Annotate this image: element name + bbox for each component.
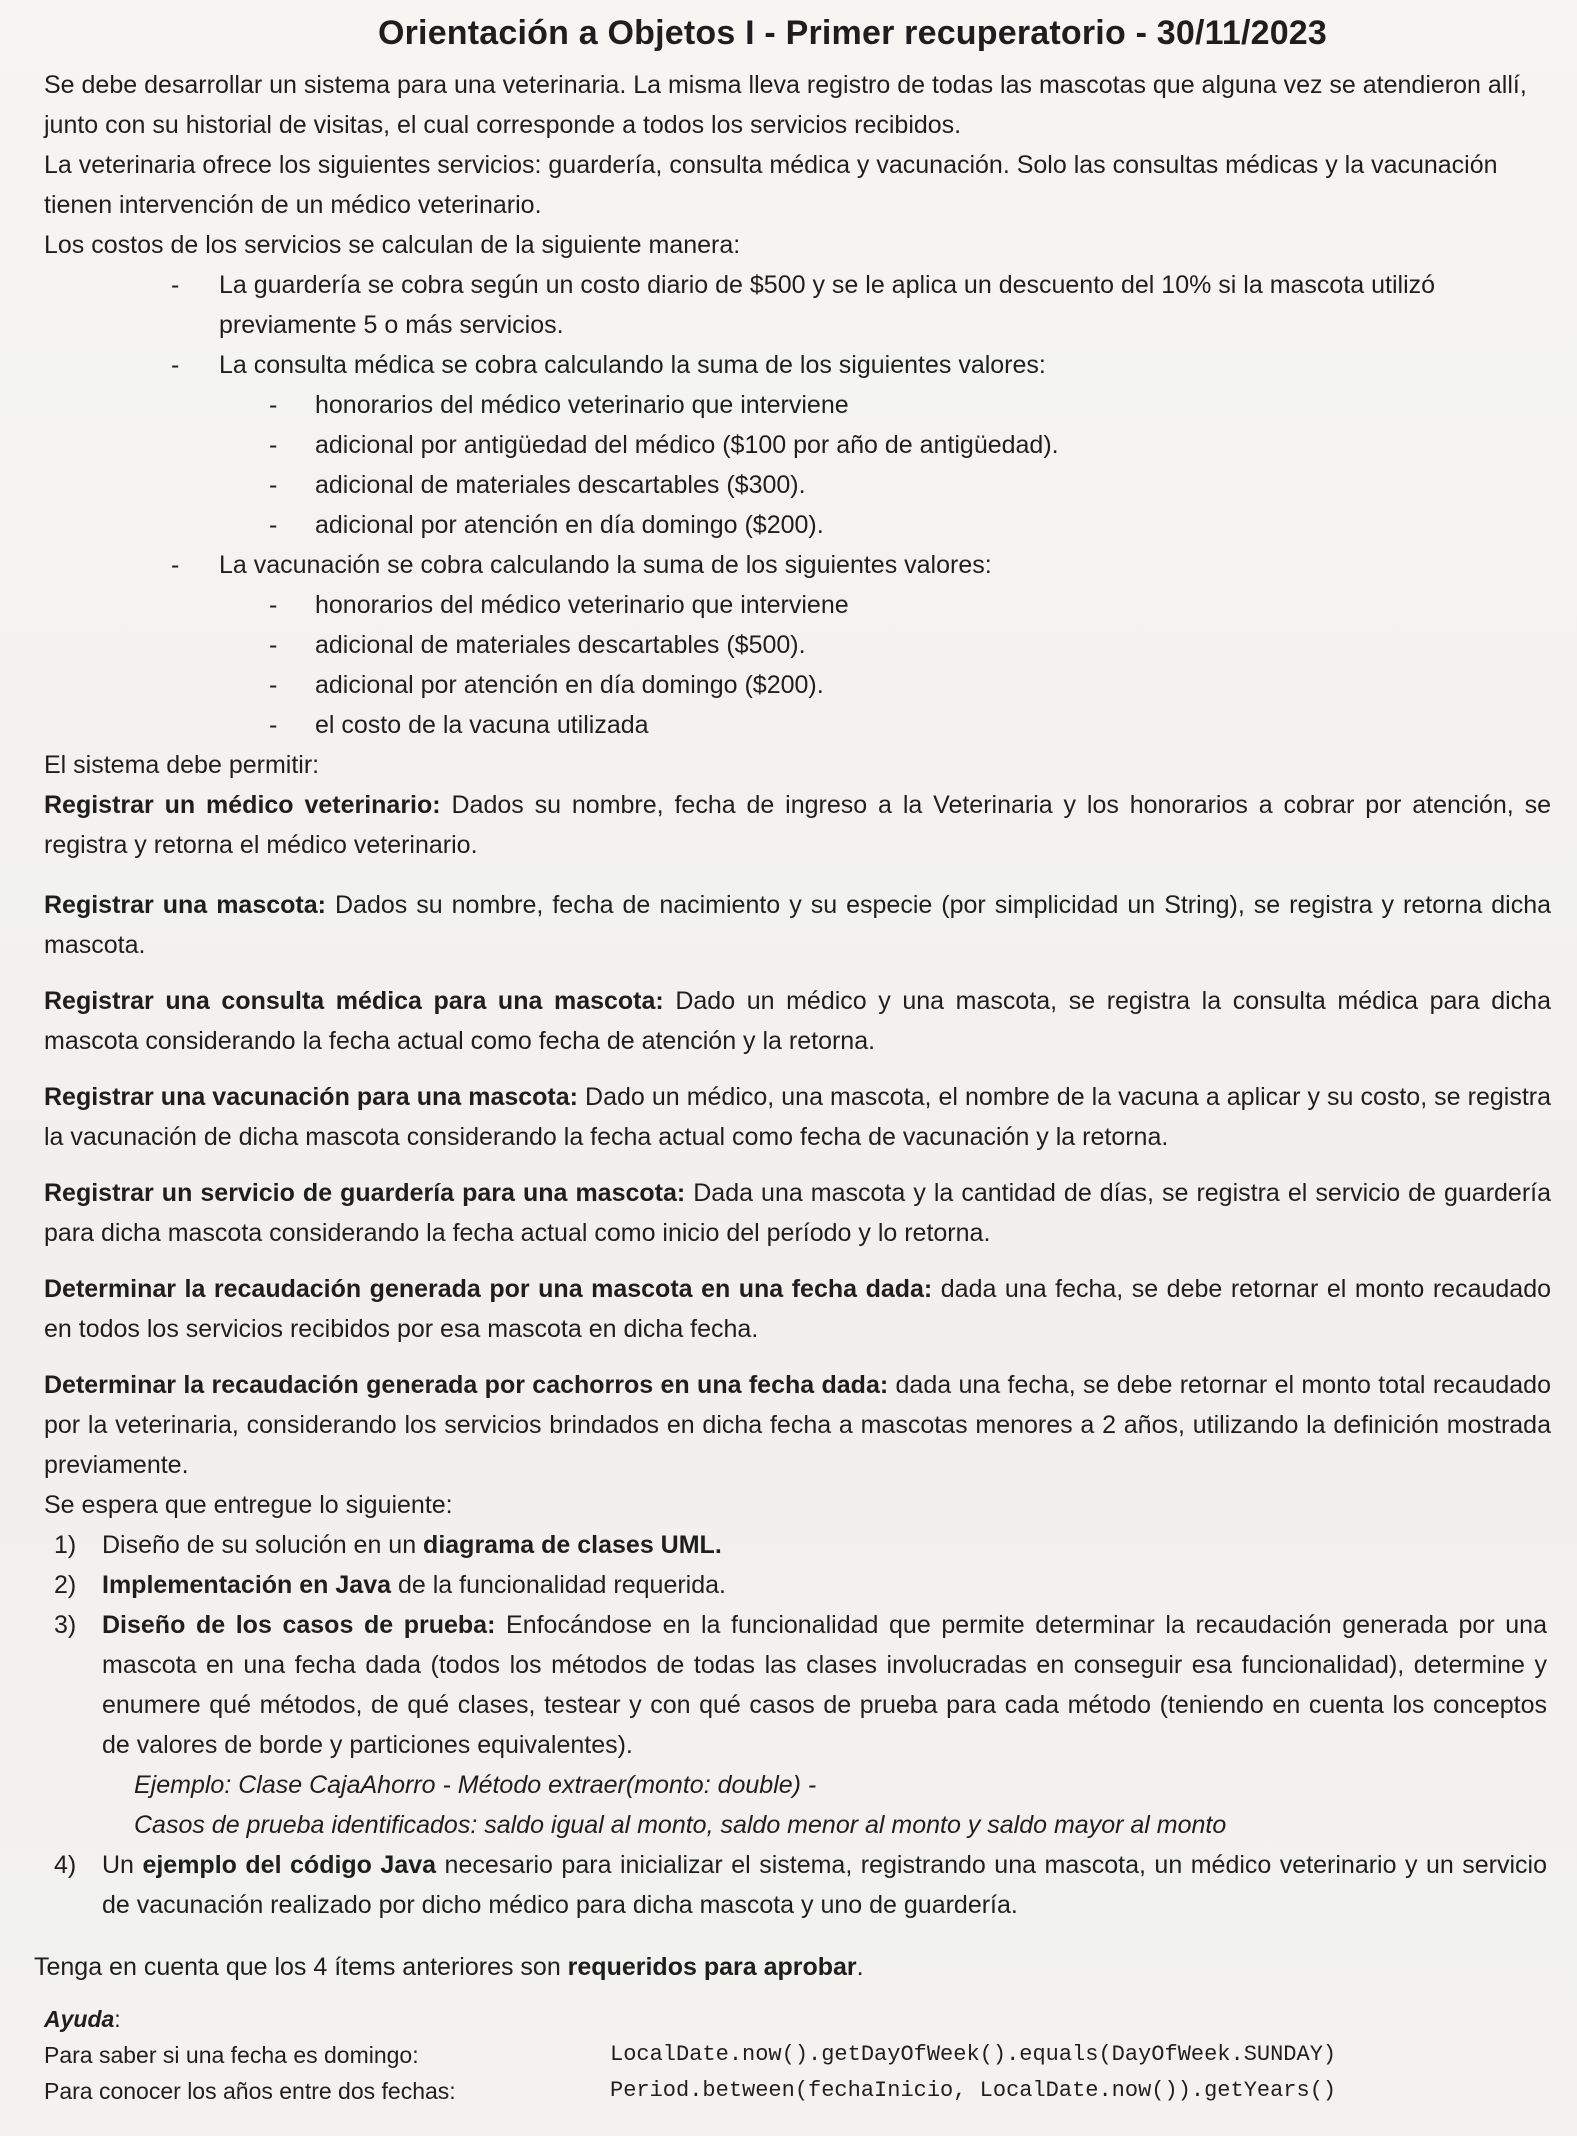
requirement-register-vet: Registrar un médico veterinario: Dados su nombre, fecha de ingreso a la Veterinaria y los honorarios a cobrar por atención, se registra y retorna el médico veterinario. [44,791,1551,859]
cost-item-consulta: - La consulta médica se cobra calculando la suma de los siguientes valores: - honorarios del médico veterinario que interviene - adicional por antigüedad del médico ($100 por año de antigüedad). - adicional de materiales descartables ($300). - adicional por atención en día domingo ($200). [219,345,1551,545]
deliverable-2: 2) Implementación en Java de la funcionalidad requerida. [54,1571,726,1599]
requirement-register-consultation: Registrar una consulta médica para una mascota: Dado un médico y una mascota, se registra la consulta médica para dicha mascota considerando la fecha actual como fecha de atención y la retorna. [44,987,1551,1055]
list-item: - adicional por atención en día domingo ($200). [315,505,1551,545]
system-intro: El sistema debe permitir: [44,751,320,779]
list-item: - adicional por antigüedad del médico ($100 por año de antigüedad). [315,425,1551,465]
help-row-years: Para conocer los años entre dos fechas: Period.between(fechaInicio, LocalDate.now()).getYears() [44,2073,1551,2109]
help-heading: Ayuda [44,2006,115,2032]
page-title: Orientación a Objetos I - Primer recuperatorio - 30/11/2023 [377,14,1328,52]
requirement-register-daycare: Registrar un servicio de guardería para una mascota: Dada una mascota y la cantidad de días, se registra el servicio de guardería para dicha mascota considerando la fecha actual como inicio del período y lo retorna. [44,1179,1551,1247]
list-item: - honorarios del médico veterinario que interviene [315,385,1551,425]
cost-item-vacunacion: - La vacunación se cobra calculando la suma de los siguientes valores: - honorarios del médico veterinario que interviene - adicional de materiales descartables ($500). - adicional por atención en día domingo ($200). - el costo de la vacuna utilizada [219,545,1551,745]
list-item: - honorarios del médico veterinario que interviene [315,585,1551,625]
vacunacion-sublist [219,585,1551,745]
test-example-line-1: Ejemplo: Clase CajaAhorro - Método extraer(monto: double) - [134,1771,817,1799]
help-section: Ayuda: Para saber si una fecha es domingo: LocalDate.now().getDayOfWeek().equals(DayOfWeek.SUNDAY) Para conocer los años entre dos fechas: Period.between(fechaInicio, LocalDate.now()).getYears() [44,2001,1551,2109]
intro-paragraph-3: Los costos de los servicios se calculan de la siguiente manera: [44,231,741,259]
deliverables-list [44,1525,1551,1925]
requirements [44,785,1551,1485]
requirement-register-vaccination: Registrar una vacunación para una mascota: Dado un médico, una mascota, el nombre de la vacuna a aplicar y su costo, se registra la vacunación de dicha mascota considerando la fecha actual como fecha de vacunación y la retorna. [44,1083,1551,1151]
deliverable-1: 1) Diseño de su solución en un diagrama de clases UML. [54,1531,722,1559]
list-item: - adicional de materiales descartables ($300). [315,465,1551,505]
requirement-revenue-puppies: Determinar la recaudación generada por cachorros en una fecha dada: dada una fecha, se debe retornar el monto total recaudado por la veterinaria, considerando los servicios brindados en dicha fecha a mascotas menores a 2 años, utilizando la definición mostrada previamente. [44,1371,1551,1479]
approval-note: Tenga en cuenta que los 4 ítems anteriores son requeridos para aprobar. [34,1953,864,1981]
intro [44,65,1551,265]
help-row-sunday: Para saber si una fecha es domingo: LocalDate.now().getDayOfWeek().equals(DayOfWeek.SUNDAY) [44,2037,1551,2073]
list-item: - el costo de la vacuna utilizada [315,705,1551,745]
deliverable-3: 3) Diseño de los casos de prueba: Enfocándose en la funcionalidad que permite determinar la recaudación generada por una mascota en una fecha dada (todos los métodos de todas las clases involucradas en conseguir esa funcionalidad), determine y enumere qué métodos, de qué clases, testear y con qué casos de prueba para cada método (teniendo en cuenta los conceptos de valores de borde y particiones equivalentes). Ejemplo: Clase CajaAhorro - Método extraer(monto: double) - Casos de prueba identificados: saldo igual al monto, saldo menor al monto y saldo mayor al monto [102,1605,1551,1845]
cost-list [44,265,1551,745]
test-example-line-2: Casos de prueba identificados: saldo igual al monto, saldo menor al monto y saldo mayor al monto [134,1811,1227,1839]
consulta-sublist [219,385,1551,545]
requirement-revenue-pet: Determinar la recaudación generada por una mascota en una fecha dada: dada una fecha, se debe retornar el monto recaudado en todos los servicios recibidos por esa mascota en dicha fecha. [44,1275,1552,1343]
code-snippet: LocalDate.now().getDayOfWeek().equals(DayOfWeek.SUNDAY) [610,2042,1337,2067]
cost-item-guarderia: - La guardería se cobra según un costo diario de $500 y se le aplica un descuento del 10% si la mascota utilizó previamente 5 o más servicios. [219,265,1551,345]
list-item: - adicional de materiales descartables ($500). [315,625,1551,665]
intro-paragraph-2: La veterinaria ofrece los siguientes servicios: guardería, consulta médica y vacunación. Solo las consultas médicas y la vacunación tienen intervención de un médico veterinario. [44,151,1498,219]
deliverables-intro: Se espera que entregue lo siguiente: [44,1491,453,1519]
code-snippet: Period.between(fechaInicio, LocalDate.now()).getYears() [610,2078,1337,2103]
list-item: - adicional por atención en día domingo ($200). [315,665,1551,705]
requirement-register-pet: Registrar una mascota: Dados su nombre, fecha de nacimiento y su especie (por simplicidad un String), se registra y retorna dicha mascota. [44,891,1551,959]
intro-paragraph-1: Se debe desarrollar un sistema para una veterinaria. La misma lleva registro de todas las mascotas que alguna vez se atendieron allí, junto con su historial de visitas, el cual corresponde a todos los servicios recibidos. [44,71,1527,139]
deliverable-4: 4) Un ejemplo del código Java necesario para inicializar el sistema, registrando una mascota, un médico veterinario y un servicio de vacunación realizado por dicho médico para dicha mascota y uno de guardería. [54,1851,1548,1919]
